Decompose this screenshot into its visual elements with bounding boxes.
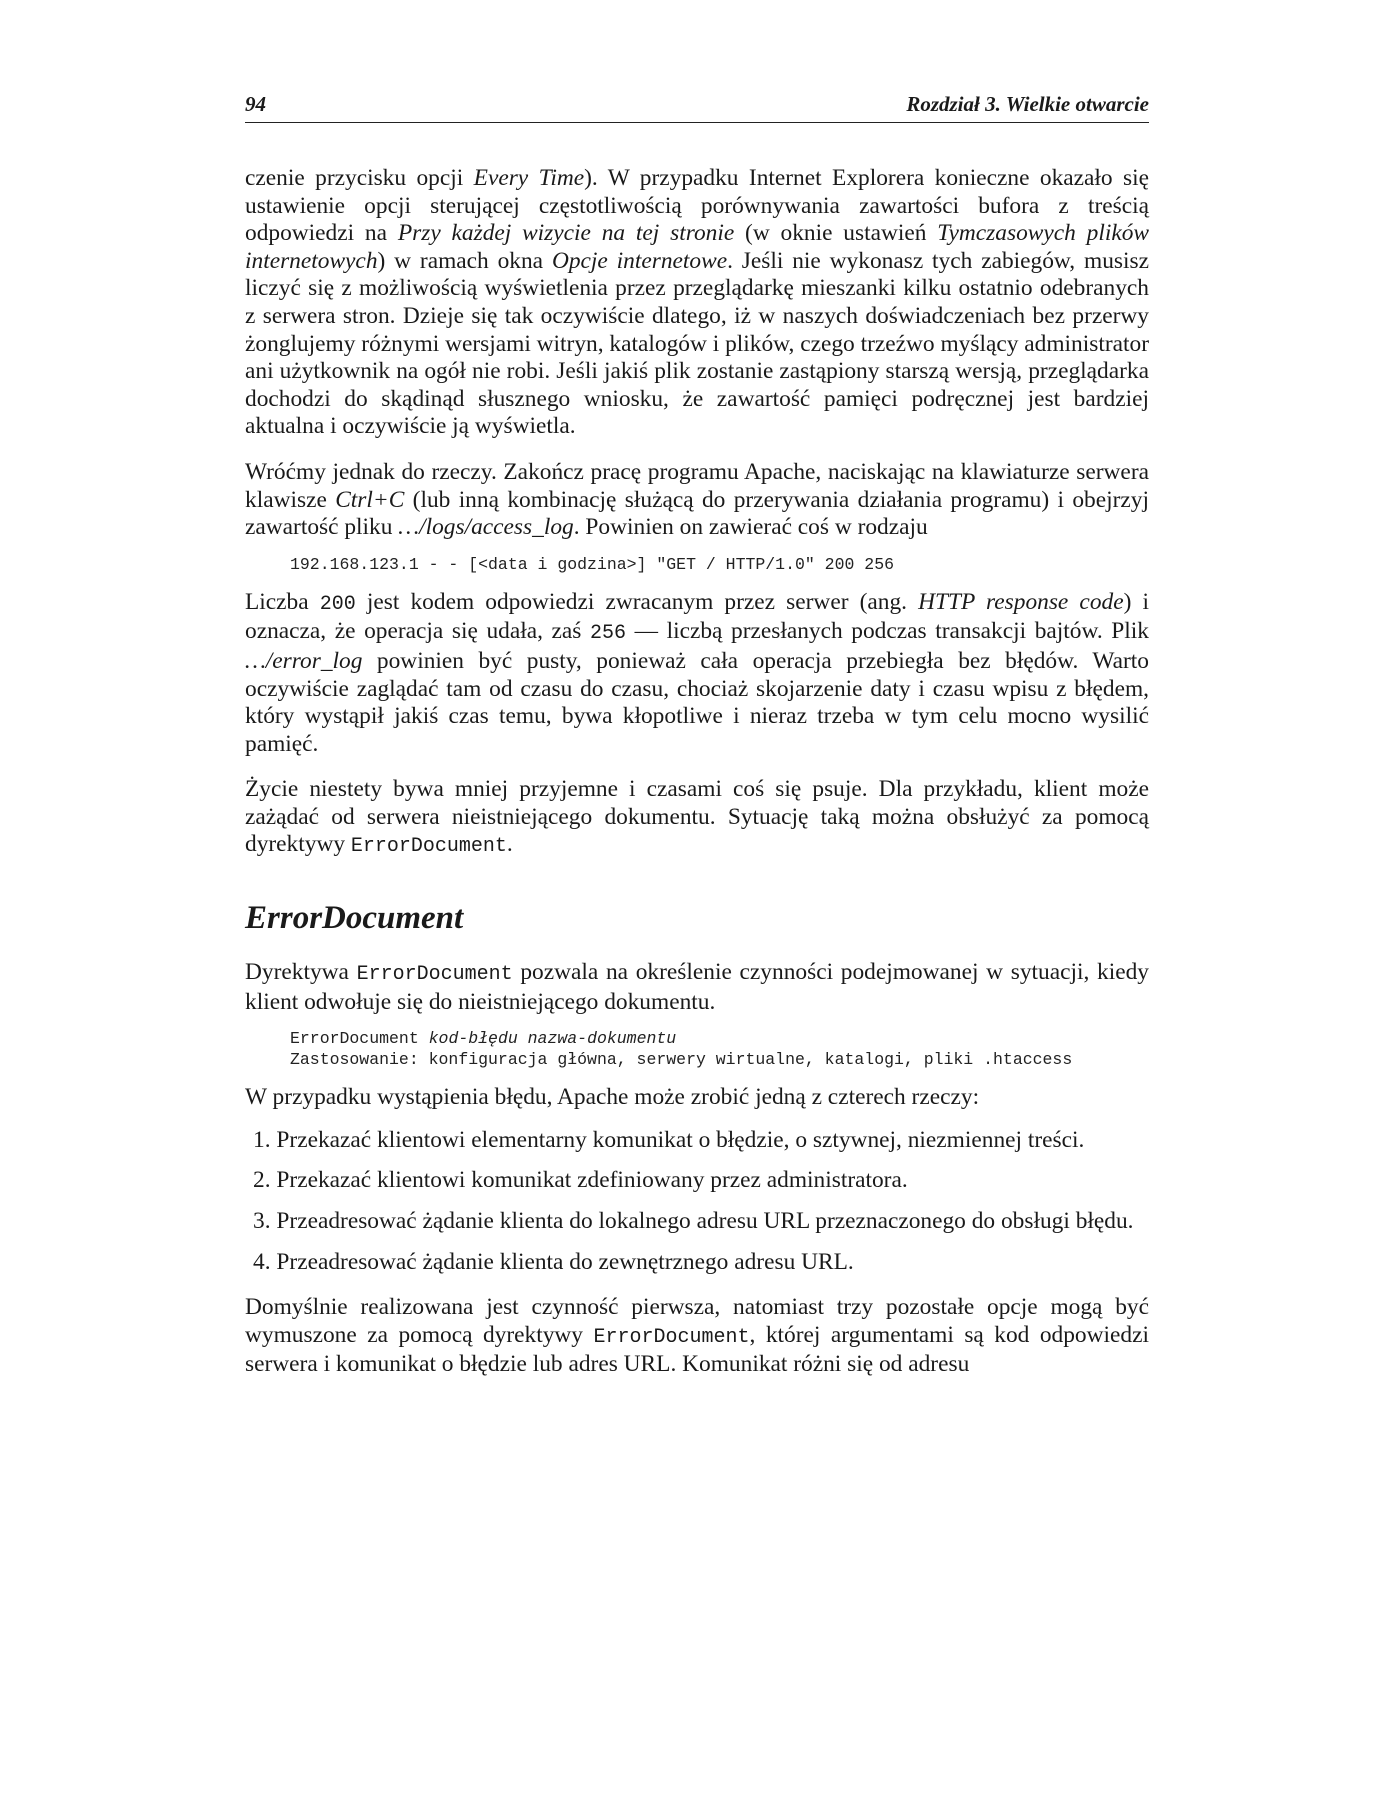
page-body: [245, 165, 1149, 1379]
paragraph-four-options: W przypadku wystąpienia błędu, Apache może zrobić jedną z czterech rzeczy:: [245, 1084, 980, 1111]
page-number: 94: [245, 92, 266, 116]
paragraph-browser-cache: czenie przycisku opcji Every Time). W przypadku Internet Explorera konieczne okazało się ustawienie opcji sterującej częstotliwością porównywania zawartości bufora z treścią odpowiedzi na Przy każdej wizycie na tej stronie (w oknie ustawień Tymczasowych plików internetowych) w ramach okna Opcje internetowe. Jeśli nie wykonasz tych zabiegów, musisz liczyć się z możliwością wyświetlenia przez przeglądarkę mieszanki kilku ostatnio odebranych z serwera stron. Dzieje się tak oczywiście dlatego, iż w naszych doświadczeniach bez przerwy żonglujemy różnymi wersjami witryn, katalogów i plików, czego trzeźwo myślący administrator ani użytkownik na ogół nie robi. Jeśli jakiś plik zostanie zastąpiony starszą wersją, przeglądarka dochodzi do skądinąd słusznego wniosku, że zawartość pamięci podręcznej jest bardziej aktualna i oczywiście ją wyświetla.: [245, 165, 1150, 440]
list-item: 4. Przeadresować żądanie klienta do zewnętrznego adresu URL.: [253, 1248, 854, 1275]
directive-name: ErrorDocument: [290, 1029, 419, 1049]
list-item: 2. Przekazać klientowi komunikat zdefiniowany przez administratora.: [253, 1167, 908, 1194]
paragraph-missing-document: Życie niestety bywa mniej przyjemne i czasami coś się psuje. Dla przykładu, klient może zażądać od serwera nieistniejącego dokumentu. Sytuację taką można obsłużyć za pomocą dyrektywy ErrorDocument.: [245, 776, 1149, 859]
book-page: [245, 92, 1149, 1379]
section-heading: ErrorDocument: [245, 900, 464, 937]
paragraph-access-log: Wróćmy jednak do rzeczy. Zakończ pracę programu Apache, naciskając na klawiaturze serwera klawisze Ctrl+C (lub inną kombinację służącą do przerywania działania programu) i obejrzyj zawartość pliku …/logs/access_log. Powinien on zawierać coś w rodzaju: [245, 458, 1149, 541]
running-head: [245, 92, 1149, 123]
list-item: 1. Przekazać klientowi elementarny komunikat o błędzie, o sztywnej, niezmiennej treści.: [253, 1126, 1085, 1153]
directive-usage: Zastosowanie: konfiguracja główna, serwery wirtualne, katalogi, pliki .htaccess: [290, 1050, 1073, 1070]
paragraph-response-code: Liczba 200 jest kodem odpowiedzi zwracanym przez serwer (ang. HTTP response code) i oznacza, że operacja się udała, zaś 256 — liczbą przesłanych podczas transakcji bajtów. Plik …/error_log powinien być pusty, ponieważ cała operacja przebiegła bez błędów. Warto oczywiście zaglądać tam od czasu do czasu, chociaż skojarzenie daty i czasu wpisu z błędem, który wystąpił jakiś czas temu, bywa kłopotliwe i nieraz trzeba w tym celu mocno wysilić pamięć.: [245, 588, 1150, 757]
paragraph-default-action: Domyślnie realizowana jest czynność pierwsza, natomiast trzy pozostałe opcje mogą być wymuszone za pomocą dyrektywy ErrorDocument, której argumentami są kod odpowiedzi serwera i komunikat o błędzie lub adres URL. Komunikat różni się od adresu: [245, 1294, 1149, 1378]
chapter-title: Rozdział 3. Wielkie otwarcie: [906, 92, 1149, 116]
options-list: [245, 1127, 1149, 1276]
code-access-log-line: 192.168.123.1 - - [<data i godzina>] "GET / HTTP/1.0" 200 256: [290, 554, 894, 574]
code-directive-syntax: [290, 1028, 1149, 1070]
paragraph-errordocument-intro: Dyrektywa ErrorDocument pozwala na określenie czynności podejmowanej w sytuacji, kiedy klient odwołuje się do nieistniejącego dokumentu.: [245, 959, 1149, 1015]
list-item: 3. Przeadresować żądanie klienta do lokalnego adresu URL przeznaczonego do obsługi błędu.: [253, 1208, 1134, 1235]
directive-args: kod-błędu nazwa-dokumentu: [428, 1029, 677, 1049]
